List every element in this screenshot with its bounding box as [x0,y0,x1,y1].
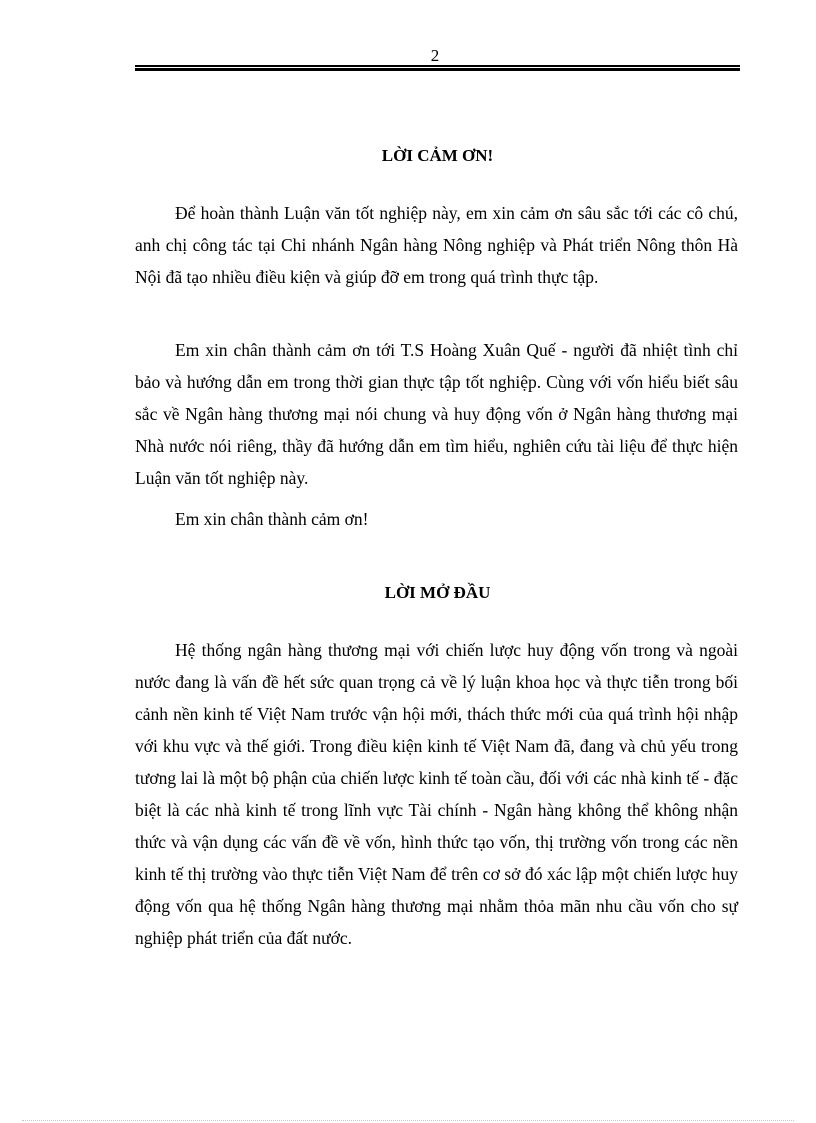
acknowledgement-title: LỜI CẢM ƠN! [381,146,494,165]
acknowledgement-paragraph: Em xin chân thành cảm ơn tới T.S Hoàng Xuân Quế - người đã nhiệt tình chỉ bảo và hướng dẫn em trong thời gian thực tập tốt nghiệp. Cùng với vốn hiểu biết sâu sắc về Ngân hàng thương mại nói chung và huy động vốn ở Ngân hàng thương mại Nhà nước nói riêng, thầy đã hướng dẫn em tìm hiểu, nghiên cứu tài liệu để thực hiện Luận văn tốt nghiệp này. [135,340,738,488]
acknowledgement-closing: Em xin chân thành cảm ơn! [175,509,369,529]
introduction-title: LỜI MỞ ĐẦU [384,583,491,602]
introduction-paragraph: Hệ thống ngân hàng thương mại với chiến lược huy động vốn trong và ngoài nước đang là vấn đề hết sức quan trọng cả về lý luận khoa học và thực tiễn trong bối cảnh nền kinh tế Việt Nam trước vận hội mới, thách thức mới của quá trình hội nhập với khu vực và thế giới. Trong điều kiện kinh tế Việt Nam đã, đang và chủ yếu trong tương lai là một bộ phận của chiến lược kinh tế toàn cầu, đối với các nhà kinh tế - đặc biệt là các nhà kinh tế trong lĩnh vực Tài chính - Ngân hàng không thể không nhận thức và vận dụng các vấn đề về vốn, hình thức tạo vốn, thị trường vốn trong các nền kinh tế thị trường vào thực tiễn Việt Nam để trên cơ sở đó xác lập một chiến lược huy động vốn qua hệ thống Ngân hàng thương mại nhằm thỏa mãn nhu cầu vốn cho sự nghiệp phát triển của đất nước. [135,640,738,948]
acknowledgement-paragraph: Để hoàn thành Luận văn tốt nghiệp này, em xin cảm ơn sâu sắc tới các cô chú, anh chị công tác tại Chi nhánh Ngân hàng Nông nghiệp và Phát triển Nông thôn Hà Nội đã tạo nhiều điều kiện và giúp đỡ em trong quá trình thực tập. [135,203,738,287]
page-number: 2 [430,46,440,65]
page-bottom-border [22,1120,794,1121]
header-double-rule [135,65,740,71]
